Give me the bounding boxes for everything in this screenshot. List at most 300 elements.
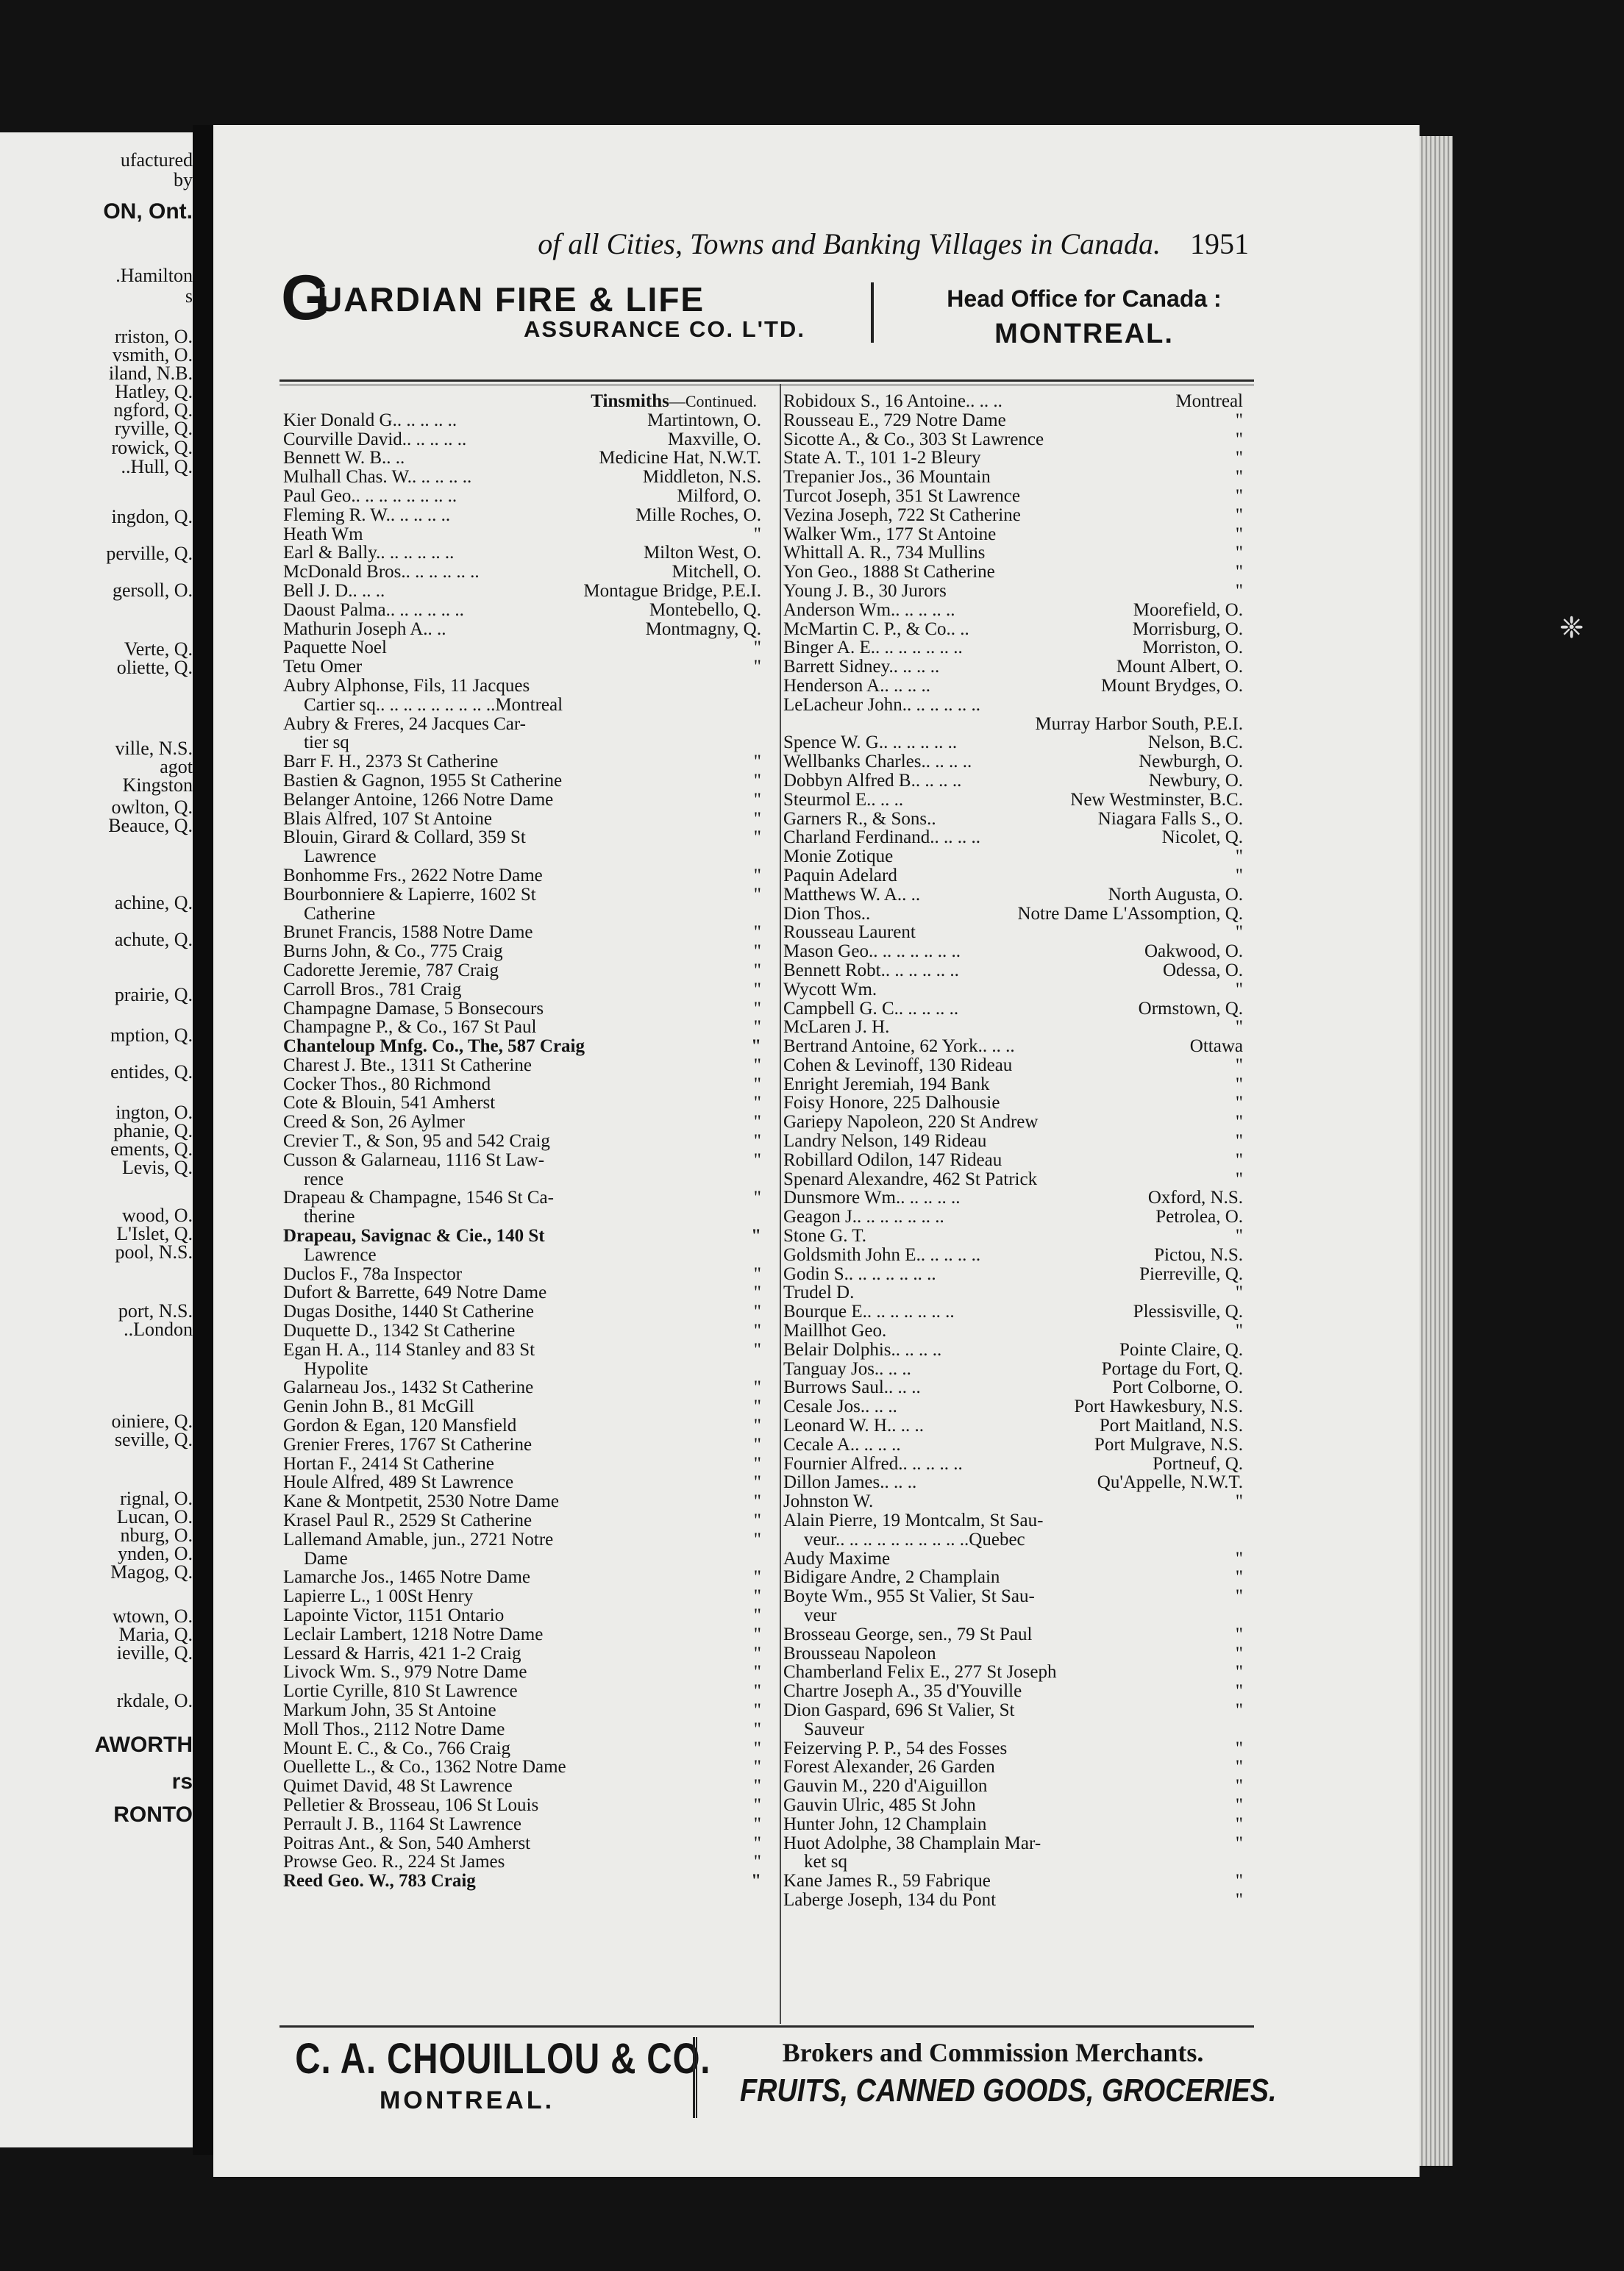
- listing-name: Gauvin M., 220 d'Aiguillon: [783, 1777, 988, 1796]
- ditto-mark: ": [1235, 467, 1243, 488]
- listing-name: Geagon J.. .. .. .. .. .. ..: [783, 1208, 944, 1227]
- ditto-mark: ": [753, 638, 761, 658]
- listing-entry: [783, 563, 1243, 582]
- ditto-mark: ": [1235, 1283, 1243, 1303]
- ditto-mark: ": [753, 808, 761, 829]
- listing-name: Lessard & Harris, 421 1-2 Craig: [283, 1644, 521, 1664]
- listing-name: Genin John B., 81 McGill: [283, 1397, 474, 1417]
- listing-entry: [783, 1265, 1243, 1284]
- ditto-mark: ": [751, 1226, 761, 1247]
- ditto-mark: ": [753, 770, 761, 791]
- listing-name: Stone G. T.: [783, 1227, 866, 1246]
- chouillou-city: MONTREAL.: [379, 2086, 555, 2114]
- listing-name: Mulhall Chas. W.. .. .. .. ..: [283, 468, 472, 487]
- ditto-mark: ": [753, 865, 761, 885]
- listing-name: Matthews W. A.. ..: [783, 885, 921, 905]
- listing-name: Laberge Joseph, 134 du Pont: [783, 1890, 997, 1910]
- listing-name: Tetu Omer: [283, 657, 363, 677]
- listing-entry: [783, 1739, 1243, 1758]
- ditto-mark: ": [1235, 1149, 1243, 1170]
- listing-entry: [783, 1568, 1243, 1587]
- facing-page-line: Beauce, Q.: [108, 815, 193, 836]
- listing-name: Burrows Saul.. .. ..: [783, 1378, 921, 1398]
- listing-name: Garners R., & Sons..: [783, 809, 936, 829]
- listing-entry: [283, 620, 761, 639]
- listing-entry: [783, 791, 1243, 810]
- listing-town: Pierreville, Q.: [1139, 1263, 1243, 1284]
- listing-name: Drapeau, Savignac & Cie., 140 St: [283, 1227, 545, 1246]
- listing-entry: [783, 696, 1243, 715]
- listing-entry: [783, 1113, 1243, 1132]
- listing-name: Spenard Alexandre, 462 St Patrick: [783, 1169, 1038, 1189]
- chouillou-business: Brokers and Commission Merchants.: [782, 2038, 1204, 2067]
- listing-town: Port Maitland, N.S.: [1099, 1416, 1243, 1436]
- listing-name: Landry Nelson, 149 Rideau: [783, 1132, 987, 1151]
- listing-name: Chamberland Felix E., 277 St Joseph: [783, 1663, 1057, 1683]
- listing-entry: [783, 733, 1243, 752]
- ditto-mark: ": [753, 524, 761, 544]
- listing-entry: [783, 847, 1243, 866]
- listing-entry: [783, 905, 1243, 924]
- facing-page-line: Levis, Q.: [121, 1157, 193, 1178]
- ditto-mark: ": [1235, 429, 1243, 449]
- listing-entry: [783, 1170, 1243, 1189]
- listing-entry: [783, 1378, 1243, 1397]
- listing-town: Moorefield, O.: [1133, 599, 1243, 620]
- listing-town: Port Mulgrave, N.S.: [1094, 1434, 1243, 1455]
- listing-name: Vezina Joseph, 722 St Catherine: [783, 505, 1021, 525]
- facing-page-line: Lucan, O.: [116, 1506, 193, 1527]
- listing-town: Qu'Appelle, N.W.T.: [1097, 1472, 1243, 1493]
- listing-town: New Westminster, B.C.: [1070, 789, 1243, 810]
- facing-page-line: ville, N.S.: [115, 738, 193, 759]
- ditto-mark: ": [753, 1833, 761, 1853]
- listing-entry: [783, 1701, 1243, 1720]
- facing-page-line: perville, Q.: [106, 543, 193, 564]
- ditto-mark: ": [753, 1131, 761, 1152]
- listing-town: Portneuf, Q.: [1153, 1453, 1243, 1474]
- listing-town: Morriston, O.: [1142, 638, 1243, 658]
- listing-entry: [283, 1265, 761, 1284]
- listing-entry: [283, 1132, 761, 1151]
- ad-divider: [693, 2037, 697, 2118]
- ditto-mark: ": [753, 1776, 761, 1797]
- listing-name: Carroll Bros., 781 Craig: [283, 980, 462, 999]
- guardian-head-office: [893, 272, 1275, 350]
- ditto-mark: ": [753, 1794, 761, 1815]
- listing-name: Robidoux S., 16 Antoine.. .. ..: [783, 392, 1002, 411]
- listing-name: Dobbyn Alfred B.. .. .. ..: [783, 771, 962, 791]
- listing-entry: [283, 810, 761, 829]
- facing-page-line: pool, N.S.: [115, 1241, 193, 1263]
- listing-name: Monie Zotique: [783, 847, 894, 866]
- ditto-mark: ": [753, 1074, 761, 1094]
- listing-continuation: Lawrence: [304, 846, 377, 867]
- facing-page-line: ingdon, Q.: [111, 506, 193, 527]
- ditto-mark: ": [1235, 1074, 1243, 1094]
- listing-entry: [783, 942, 1243, 961]
- chouillou-goods: FRUITS, CANNED GOODS, GROCERIES.: [740, 2072, 1277, 2108]
- listing-entry: [283, 468, 761, 487]
- listing-name: Foisy Honore, 225 Dalhousie: [783, 1094, 1000, 1113]
- facing-page-line: gersoll, O.: [112, 580, 193, 601]
- ditto-mark: ": [753, 1814, 761, 1834]
- listing-name: Yon Geo., 1888 St Catherine: [783, 563, 995, 582]
- listing-name: Cadorette Jeremie, 787 Craig: [283, 960, 499, 980]
- listing-entry: [283, 1492, 761, 1511]
- listing-name: Perrault J. B., 1164 St Lawrence: [283, 1814, 521, 1834]
- listing-entry: [783, 810, 1243, 829]
- listing-entry: [783, 1302, 1243, 1322]
- listing-entry: [283, 449, 761, 468]
- listing-name: Pelletier & Brosseau, 106 St Louis: [283, 1795, 539, 1815]
- listing-town: Medicine Hat, N.W.T.: [599, 448, 761, 468]
- chouillou-firm: C. A. CHOUILLOU & CO.: [295, 2035, 711, 2083]
- listing-entry: [783, 1682, 1243, 1701]
- listing-entry: [283, 1796, 761, 1815]
- facing-page-fragment: [0, 132, 193, 2147]
- listing-name: Champagne P., & Co., 167 St Paul: [283, 1018, 537, 1038]
- listing-entry: [783, 1625, 1243, 1644]
- facing-page-line: port, N.S.: [118, 1300, 193, 1322]
- ditto-mark: ": [1235, 1131, 1243, 1152]
- listing-entry: [283, 543, 761, 563]
- listing-name: Alain Pierre, 19 Montcalm, St Sau-: [783, 1511, 1044, 1530]
- facing-page-line: RONTO: [113, 1803, 193, 1827]
- listing-name: Chartre Joseph A., 35 d'Youville: [783, 1682, 1022, 1701]
- listing-name: Prowse Geo. R., 224 St James: [283, 1853, 505, 1872]
- listing-name: Galarneau Jos., 1432 St Catherine: [283, 1378, 534, 1398]
- listing-name: Goldsmith John E.. .. .. .. ..: [783, 1245, 981, 1265]
- listing-town: Montague Bridge, P.E.I.: [583, 580, 761, 601]
- listing-entry: [283, 715, 761, 734]
- ditto-mark: ": [1235, 1889, 1243, 1910]
- listing-entry: [283, 866, 761, 885]
- listing-entry: [283, 601, 761, 620]
- listing-name: Whittall A. R., 734 Mullins: [783, 543, 986, 563]
- listing-entry: [783, 1587, 1243, 1606]
- listing-name: Maillhot Geo.: [783, 1322, 887, 1341]
- listing-entry: [283, 657, 761, 677]
- listing-entry: [283, 582, 761, 601]
- listing-entry: [283, 506, 761, 525]
- listing-entry: [783, 1227, 1243, 1246]
- ditto-mark: ": [1235, 1700, 1243, 1720]
- ditto-mark: ": [1235, 1169, 1243, 1189]
- listing-entry: [783, 771, 1243, 791]
- ditto-mark: ": [753, 1624, 761, 1644]
- listing-town: Montmagny, Q.: [645, 618, 761, 639]
- listing-entry: [283, 1815, 761, 1834]
- listing-entry: [283, 1853, 761, 1872]
- ditto-mark: ": [1235, 1662, 1243, 1683]
- listing-entry: [783, 1436, 1243, 1455]
- listing-entry: [783, 487, 1243, 506]
- listing-name: Boyte Wm., 955 St Valier, St Sau-: [783, 1587, 1035, 1606]
- listing-name: Sicotte A., & Co., 303 St Lawrence: [783, 429, 1044, 449]
- ditto-mark: ": [753, 960, 761, 980]
- listing-entry: [783, 468, 1243, 487]
- listing-entry: [283, 1663, 761, 1682]
- ditto-mark: ": [1235, 1055, 1243, 1075]
- facing-page-line: ynden, O.: [118, 1543, 193, 1564]
- listing-entry: [783, 1246, 1243, 1265]
- listing-continuation: Lawrence: [304, 1244, 377, 1265]
- listing-town: Oakwood, O.: [1144, 941, 1243, 962]
- listing-entry: [783, 657, 1243, 677]
- listing-name: Courville David.. .. .. .. ..: [283, 429, 467, 449]
- listing-name: Forest Alexander, 26 Garden: [783, 1758, 995, 1778]
- ditto-mark: ": [753, 1321, 761, 1341]
- listing-name: Drapeau & Champagne, 1546 St Ca-: [283, 1188, 554, 1208]
- listing-town: Oxford, N.S.: [1147, 1188, 1243, 1208]
- listing-name: Dion Gaspard, 696 St Valier, St: [783, 1700, 1015, 1720]
- listing-entry: [783, 1397, 1243, 1416]
- listing-name: Bennett W. B.. ..: [283, 449, 405, 468]
- listing-town: Mille Roches, O.: [635, 505, 761, 525]
- ditto-mark: ": [753, 1302, 761, 1322]
- listing-entry: [783, 1455, 1243, 1474]
- listing-entry: [283, 885, 761, 905]
- listing-entry: [283, 1777, 761, 1796]
- listing-entry: [783, 1208, 1243, 1227]
- ditto-mark: ": [753, 789, 761, 810]
- listing-name: Campbell G. C.. .. .. .. ..: [783, 999, 959, 1019]
- section-continued: —Continued.: [669, 392, 757, 410]
- ditto-mark: ": [753, 1643, 761, 1664]
- listing-name: Belair Dolphis.. .. .. ..: [783, 1340, 942, 1360]
- listing-name: Aubry & Freres, 24 Jacques Car-: [283, 714, 526, 734]
- listing-entry: [783, 1511, 1243, 1530]
- listing-entry: [283, 1322, 761, 1341]
- ditto-mark: ": [1235, 1776, 1243, 1797]
- listing-name: McDonald Bros.. .. .. .. .. ..: [283, 563, 480, 582]
- listing-town: Martintown, O.: [647, 410, 761, 430]
- listing-entry: [783, 1891, 1243, 1910]
- ditto-mark: ": [753, 1263, 761, 1284]
- listing-name: Robillard Odilon, 147 Rideau: [783, 1150, 1002, 1170]
- listing-name: Gordon & Egan, 120 Mansfield: [283, 1416, 517, 1436]
- listing-entry: [283, 1341, 761, 1360]
- ditto-mark: ": [753, 1377, 761, 1398]
- listing-entry: [283, 771, 761, 791]
- ditto-mark: ": [753, 657, 761, 677]
- listing-name: Bennett Robt.. .. .. .. .. ..: [783, 960, 959, 980]
- listing-name: Wycott Wm.: [783, 980, 877, 999]
- listing-name: Huot Adolphe, 38 Champlain Mar-: [783, 1833, 1041, 1853]
- listing-entry: [783, 1663, 1243, 1682]
- facing-page-line: rignal, O.: [120, 1488, 193, 1509]
- listing-entry: [283, 1094, 761, 1113]
- listing-name: Lortie Cyrille, 810 St Lawrence: [283, 1682, 518, 1701]
- listing-entry: [783, 961, 1243, 980]
- listing-name: Henderson A.. .. .. ..: [783, 676, 930, 696]
- ditto-mark: ": [753, 1852, 761, 1872]
- listing-entry: [783, 1151, 1243, 1170]
- ad-divider: [871, 282, 874, 343]
- facing-page-line: phanie, Q.: [113, 1120, 193, 1141]
- facing-page-line: by: [174, 169, 193, 190]
- ditto-mark: ": [1235, 1567, 1243, 1588]
- listing-name: Brosseau George, sen., 79 St Paul: [783, 1625, 1033, 1644]
- listing-name: Tanguay Jos.. .. ..: [783, 1359, 911, 1379]
- facing-page-line: iland, N.B.: [108, 363, 193, 384]
- ditto-mark: ": [1235, 1586, 1243, 1607]
- listing-entry: [283, 1758, 761, 1777]
- facing-page-line: ements, Q.: [110, 1138, 193, 1160]
- ditto-mark: ": [1235, 1624, 1243, 1644]
- listing-town: Middleton, N.S.: [642, 467, 761, 488]
- ditto-mark: ": [753, 1681, 761, 1702]
- listing-column-right: [783, 392, 1243, 1910]
- facing-page-line: seville, Q.: [114, 1429, 193, 1450]
- facing-page-line: oliette, Q.: [116, 657, 193, 678]
- scan-speck: ❈: [1559, 611, 1584, 644]
- facing-page-line: achute, Q.: [114, 929, 193, 950]
- listing-name: Steurmol E.. .. ..: [783, 790, 904, 810]
- listing-entry: [783, 543, 1243, 563]
- listing-continuation: veur.. .. .. .. .. .. .. .. .. ..Quebec: [804, 1529, 1025, 1550]
- listing-entry: [783, 1492, 1243, 1511]
- listing-continuation: Hypolite: [304, 1358, 368, 1379]
- ditto-mark: ": [1235, 1681, 1243, 1702]
- listing-entry: [283, 411, 761, 430]
- listing-entry: [283, 1739, 761, 1758]
- listing-name: Fournier Alfred.. .. .. .. ..: [783, 1454, 963, 1474]
- facing-page-line: .Hamilton: [115, 265, 193, 286]
- listing-entry: [283, 1473, 761, 1492]
- facing-page-line: rowick, Q.: [111, 437, 193, 458]
- listing-entry: [783, 1815, 1243, 1834]
- bottom-rule: [279, 2025, 1254, 2028]
- listing-name: Hunter John, 12 Champlain: [783, 1814, 987, 1834]
- listing-entry: [283, 1625, 761, 1644]
- listing-name: Houle Alfred, 489 St Lawrence: [283, 1473, 514, 1493]
- listing-name: Bell J. D.. .. ..: [283, 581, 385, 601]
- ditto-mark: ": [1235, 1757, 1243, 1778]
- facing-page-line: vsmith, O.: [112, 344, 193, 366]
- facing-page-line: L'Islet, Q.: [116, 1223, 193, 1244]
- facing-page-line: ryville, Q.: [114, 418, 193, 439]
- ditto-mark: ": [753, 1662, 761, 1683]
- head-office-label: Head Office for Canada :: [947, 285, 1222, 312]
- listing-name: Gariepy Napoleon, 220 St Andrew: [783, 1113, 1039, 1133]
- ditto-mark: ": [753, 979, 761, 999]
- listing-entry: [783, 525, 1243, 544]
- listing-entry: [283, 752, 761, 771]
- listing-name: Anderson Wm.. .. .. .. ..: [783, 600, 955, 620]
- listing-entry: [283, 1872, 761, 1891]
- listing-entry: [283, 1455, 761, 1474]
- facing-page-line: Magog, Q.: [110, 1561, 193, 1583]
- ditto-mark: ": [753, 1472, 761, 1493]
- listing-name: Wellbanks Charles.. .. .. ..: [783, 752, 972, 771]
- listing-continuation: Murray Harbor South, P.E.I.: [1035, 713, 1243, 734]
- ditto-mark: ": [753, 1055, 761, 1075]
- listing-town: Notre Dame L'Assomption, Q.: [1017, 903, 1243, 924]
- ditto-mark: ": [753, 1416, 761, 1436]
- facing-page-line: ..London: [124, 1319, 193, 1340]
- ditto-mark: ": [1235, 1321, 1243, 1341]
- listing-continuation: ket sq: [804, 1852, 848, 1872]
- listing-continuation: veur: [804, 1605, 837, 1625]
- listing-name: Paquette Noel: [283, 638, 387, 658]
- listing-entry: [283, 430, 761, 449]
- listing-entry: [783, 1132, 1243, 1151]
- listing-continuation: Catherine: [304, 903, 376, 924]
- running-head: [213, 227, 1249, 271]
- listing-name: Ouellette L., & Co., 1362 Notre Dame: [283, 1758, 566, 1778]
- listing-town: Portage du Fort, Q.: [1101, 1358, 1243, 1379]
- ditto-mark: ": [1235, 1643, 1243, 1664]
- listing-name: Dillon James.. .. ..: [783, 1473, 917, 1493]
- listing-entry: [283, 1113, 761, 1132]
- listing-name: Lamarche Jos., 1465 Notre Dame: [283, 1568, 530, 1588]
- facing-page-line: wtown, O.: [112, 1605, 193, 1627]
- ditto-mark: ": [753, 1567, 761, 1588]
- listing-name: State A. T., 101 1-2 Bleury: [783, 449, 981, 468]
- listing-entry: [783, 980, 1243, 999]
- listing-name: Reed Geo. W., 783 Craig: [283, 1872, 476, 1891]
- listing-entry: [283, 961, 761, 980]
- listing-name: Trudel D.: [783, 1283, 855, 1303]
- listing-name: Dufort & Barrette, 649 Notre Dame: [283, 1283, 547, 1303]
- listing-name: Paquin Adelard: [783, 866, 897, 885]
- listing-continuation: Sauveur: [804, 1719, 864, 1739]
- section-heading: [283, 392, 761, 411]
- facing-page-line: s: [185, 285, 193, 307]
- ditto-mark: ": [1235, 1738, 1243, 1758]
- listing-entry: [783, 582, 1243, 601]
- listing-name: Spence W. G.. .. .. .. .. ..: [783, 733, 958, 753]
- ditto-mark: ": [1235, 1871, 1243, 1892]
- facing-page-line: rriston, O.: [114, 326, 193, 347]
- listing-name: Blouin, Girard & Collard, 359 St: [283, 828, 526, 848]
- listing-entry: [283, 1606, 761, 1625]
- facing-page-line: Verte, Q.: [124, 638, 193, 660]
- ditto-mark: ": [753, 1188, 761, 1208]
- listing-entry: [783, 1360, 1243, 1379]
- ditto-mark: ": [1235, 562, 1243, 582]
- listing-entry: [283, 1056, 761, 1075]
- listing-entry: [283, 1416, 761, 1436]
- ditto-mark: ": [753, 1093, 761, 1113]
- listing-name: Mount E. C., & Co., 766 Craig: [283, 1739, 511, 1758]
- listing-entry: [783, 1872, 1243, 1891]
- listing-entry: [283, 1151, 761, 1170]
- listing-town: Nicolet, Q.: [1161, 827, 1243, 848]
- listing-entry: [783, 601, 1243, 620]
- listing-entry: [283, 942, 761, 961]
- ditto-mark: ": [1235, 1226, 1243, 1247]
- listing-entry: [283, 1227, 761, 1246]
- ditto-mark: ": [1235, 922, 1243, 943]
- listing-name: Cocker Thos., 80 Richmond: [283, 1074, 491, 1094]
- listing-entry: [783, 1834, 1243, 1853]
- listing-town: Niagara Falls S., O.: [1097, 808, 1243, 829]
- listing-entry: [283, 1188, 761, 1208]
- ditto-mark: ": [1235, 1794, 1243, 1815]
- ditto-mark: ": [753, 1397, 761, 1417]
- listing-name: Kier Donald G.. .. .. .. ..: [283, 410, 457, 430]
- listing-town: Ormstown, Q.: [1138, 998, 1243, 1019]
- listing-name: Johnston W.: [783, 1492, 874, 1512]
- listing-name: Barr F. H., 2373 St Catherine: [283, 752, 499, 771]
- listing-entry: [783, 392, 1243, 411]
- listing-name: Daoust Palma.. .. .. .. .. ..: [283, 600, 464, 620]
- ditto-mark: ": [1235, 1093, 1243, 1113]
- listing-town: Odessa, O.: [1162, 960, 1243, 980]
